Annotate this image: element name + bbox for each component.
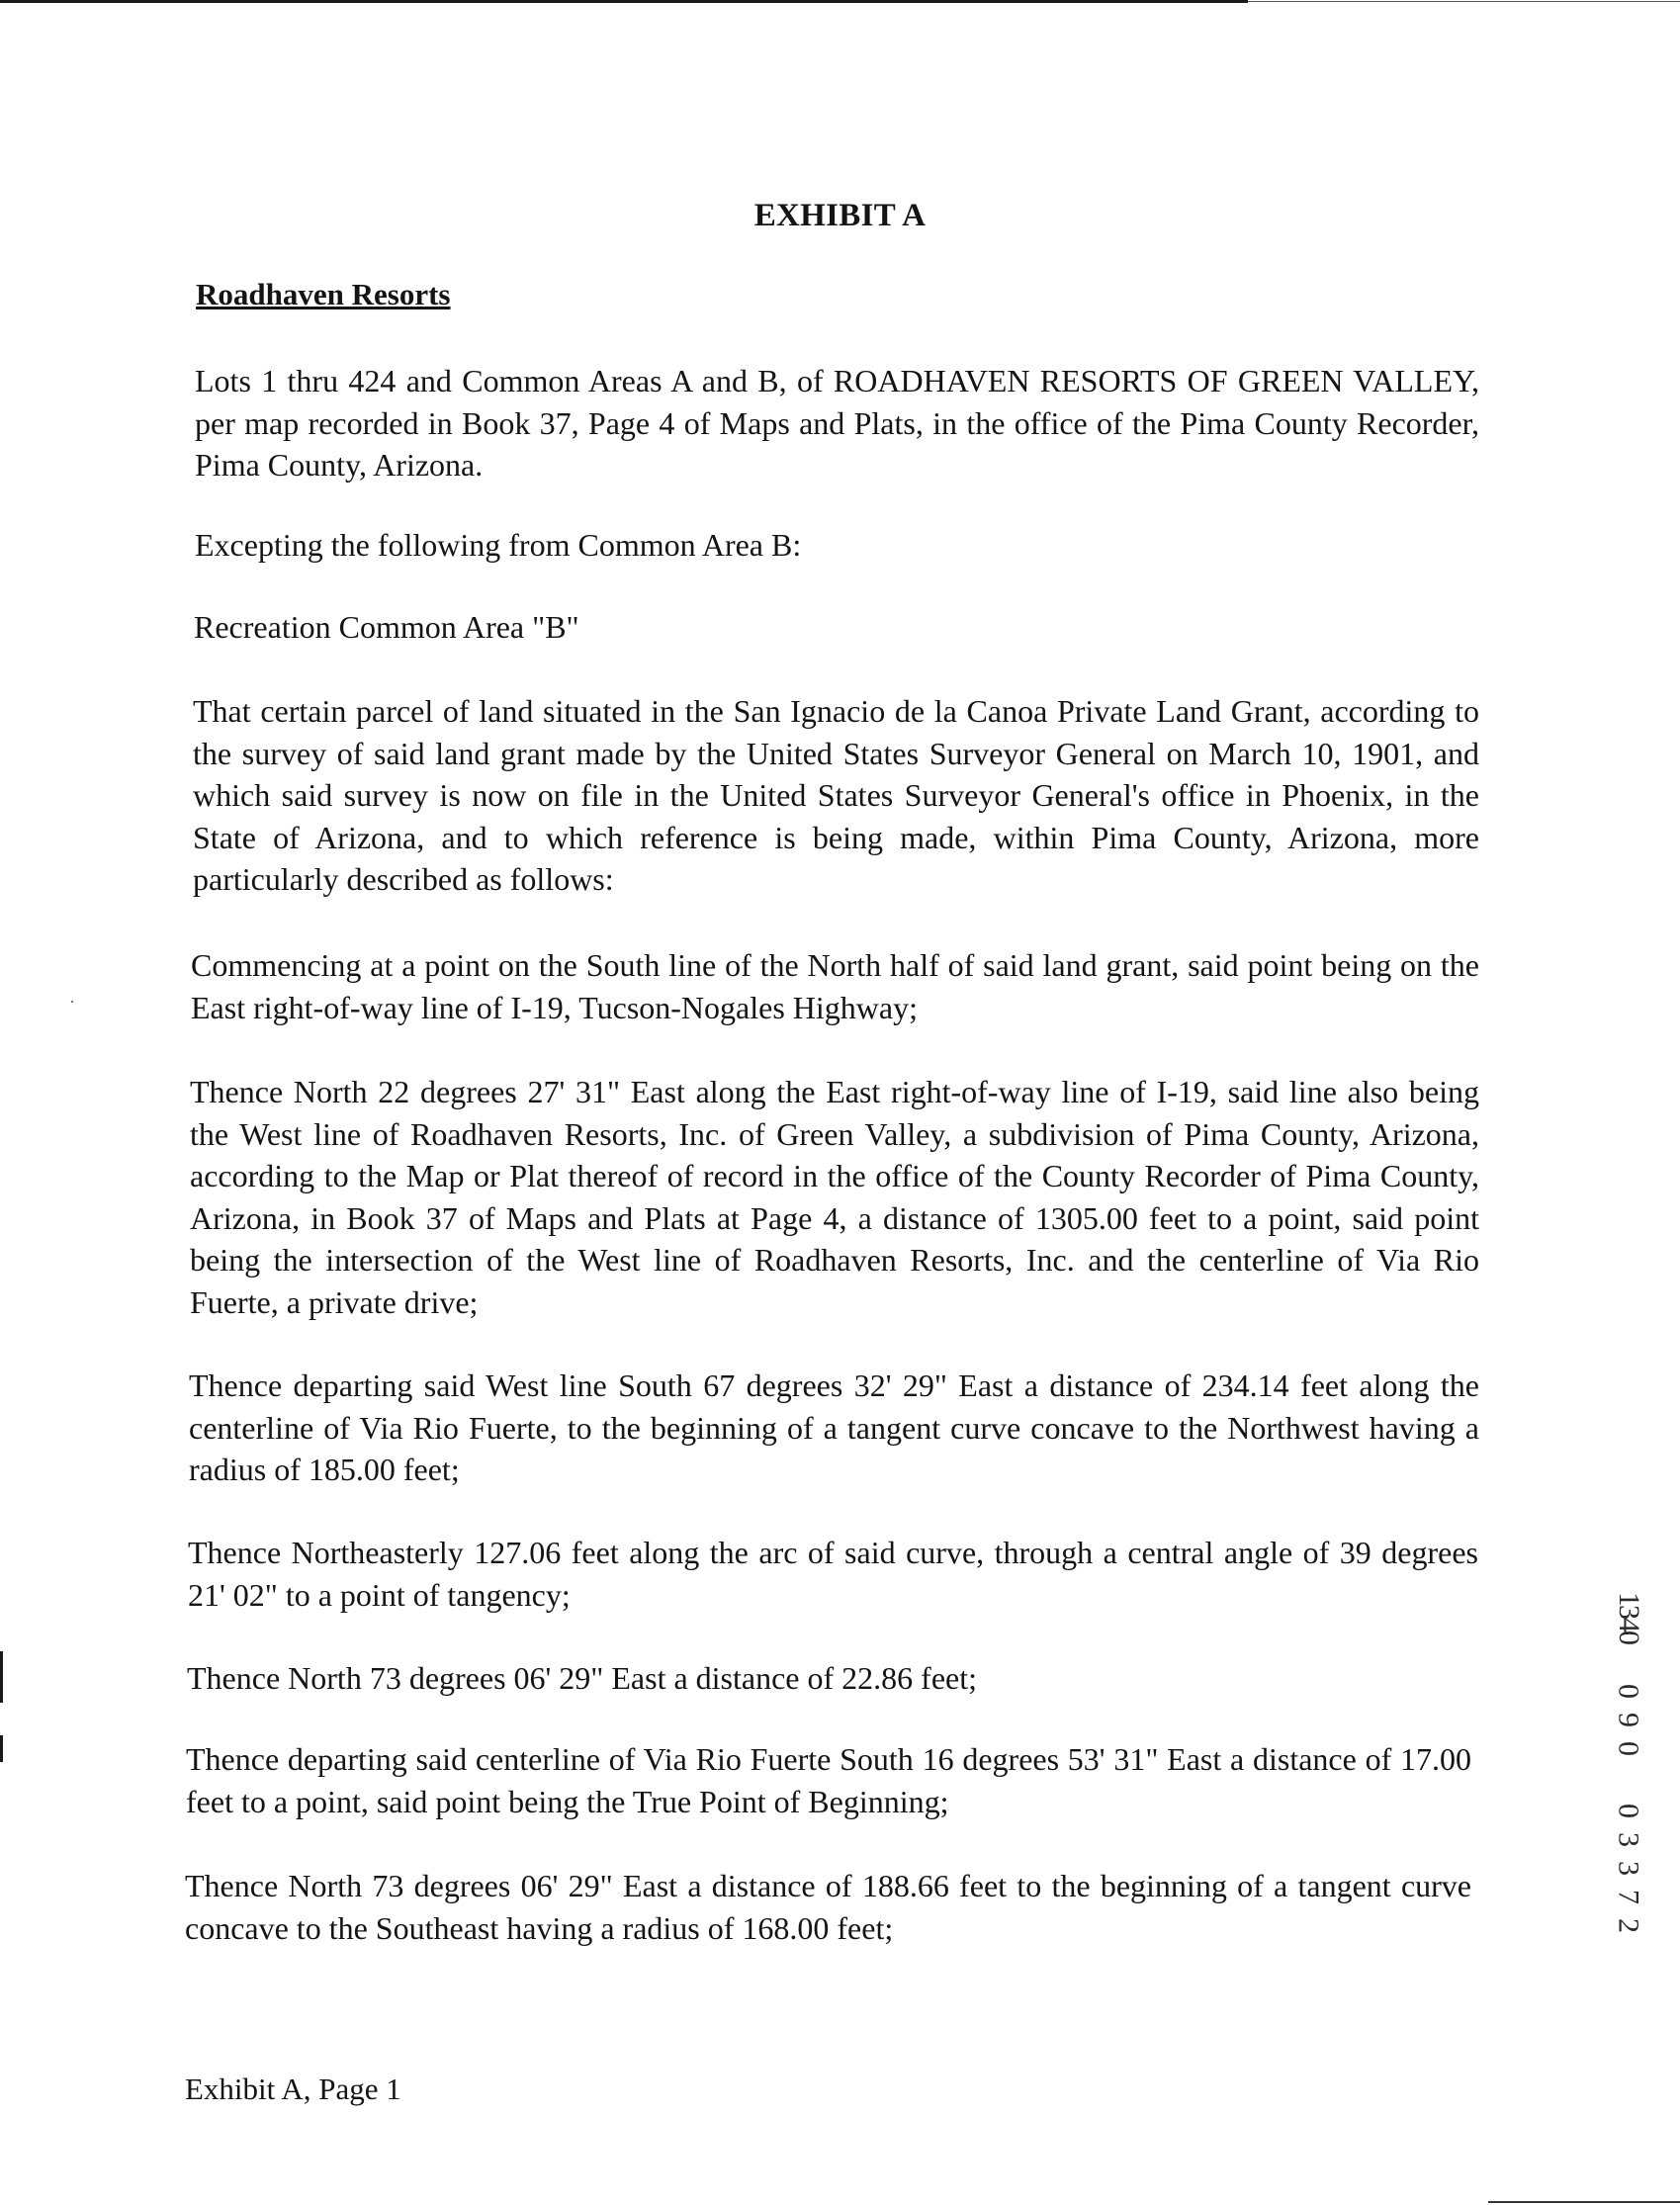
stamp-digits-top: 1340 (1613, 1592, 1645, 1643)
paragraph-course-4: Thence North 73 degrees 06' 29" East a distance of 22.86 feet; (187, 1660, 977, 1696)
stamp-digit: 0 (1612, 1741, 1645, 1756)
paragraph-course-6: Thence North 73 degrees 06' 29" East a distance of 188.66 feet to the beginning of a tangent curve concave to the Southeast having a radius of 168.00 feet; (185, 1868, 1471, 1946)
paragraph-course-2: Thence departing said West line South 67 degrees 32' 29" East a distance of 234.14 feet along the centerline of Via Rio Fuerte, to the beginning of a tangent curve concave to the Northwest having a radius of 185.00 feet; (189, 1367, 1479, 1487)
paragraph-course-3: Thence Northeasterly 127.06 feet along the arc of said curve, through a central angle of 39 degrees 21' 02" to a point of tangency; (188, 1535, 1478, 1613)
stamp-digit: 3 (1612, 1861, 1645, 1876)
paragraph-course-5: Thence departing said centerline of Via Rio Fuerte South 16 degrees 53' 31" East a distance of 17.00 feet to a point, said point being the True Point of Beginning; (186, 1741, 1471, 1819)
left-edge-mark (0, 1735, 3, 1762)
section-heading: Roadhaven Resorts (196, 277, 451, 311)
bottom-edge-line (1488, 2201, 1680, 2203)
stamp-digit: 2 (1612, 1918, 1645, 1933)
top-edge-line-thin (1248, 1, 1680, 2)
stamp-digit: 0 (1612, 1804, 1645, 1818)
stamp-digit: 0 (1612, 1684, 1645, 1699)
stamp-digit: 9 (1612, 1713, 1645, 1727)
stamp-digit: 3 (1612, 1832, 1645, 1847)
paragraph-parcel-description: That certain parcel of land situated in the San Ignacio de la Canoa Private Land Grant, according to the survey of said land grant made by the United States Surveyor General on March 10, 1901, and which said survey is now on file in the United States Surveyor General's office in Phoenix, in the State of Arizona, and to which reference is being made, within Pima County, Arizona, more particularly described as follows: (193, 693, 1479, 897)
page-footer: Exhibit A, Page 1 (185, 2072, 401, 2106)
page-title: EXHIBIT A (753, 198, 927, 233)
paragraph-excepting: Excepting the following from Common Area B: (195, 527, 802, 563)
top-edge-line (0, 0, 1248, 3)
paragraph-commencing: Commencing at a point on the South line of the North half of said land grant, said point being on the East right-of-way line of I-19, Tucson-Nogales Highway; (191, 947, 1479, 1025)
recording-stamp (1612, 1592, 1645, 1940)
paragraph-recreation-area: Recreation Common Area "B" (194, 609, 579, 645)
paragraph-course-1: Thence North 22 degrees 27' 31" East along the East right-of-way line of I-19, said line also being the West line of Roadhaven Resorts, Inc. of Green Valley, a subdivision of Pima County, Arizona, according to the Map or Plat thereof of record in the office of the County Recorder of Pima County, Arizona, in Book 37 of Maps and Plats at Page 4, a distance of 1305.00 feet to a point, said point being the intersection of the West line of Roadhaven Resorts, Inc. and the centerline of Via Rio Fuerte, a private drive; (190, 1074, 1479, 1320)
paragraph-lots-description: Lots 1 thru 424 and Common Areas A and B, of ROADHAVEN RESORTS OF GREEN VALLEY, per map recorded in Book 37, Page 4 of Maps and Plats, in the office of the Pima County Recorder, Pima County, Arizona. (195, 363, 1479, 483)
stamp-digit: 7 (1612, 1890, 1645, 1904)
left-edge-mark (0, 1651, 3, 1703)
scan-speck (71, 1001, 73, 1003)
